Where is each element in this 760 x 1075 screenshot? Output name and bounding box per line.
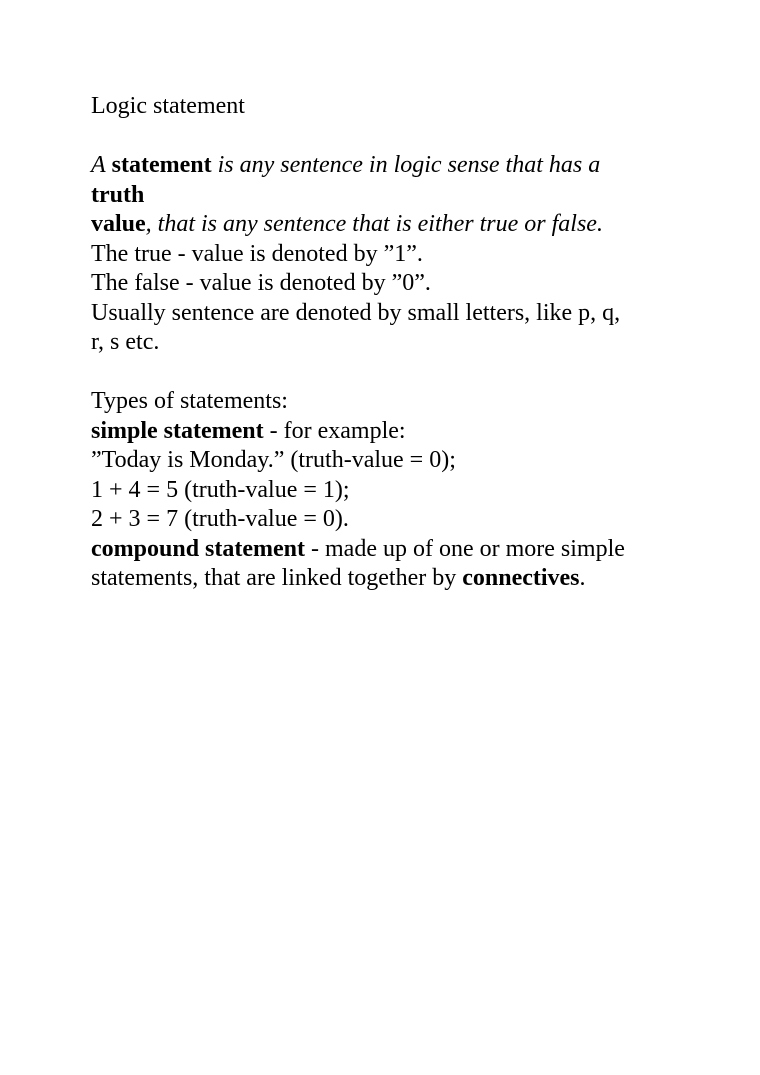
compound-statement-line-2 bbox=[91, 564, 691, 594]
types-heading: Types of statements: bbox=[91, 388, 288, 414]
definition-prefix: A bbox=[91, 152, 106, 178]
compound-line2-suffix: . bbox=[579, 565, 586, 591]
usage-line-2: r, s etc. bbox=[91, 329, 160, 355]
definition-mid: is any sentence in logic sense that has a bbox=[217, 152, 601, 178]
term-truth: truth bbox=[91, 181, 145, 208]
compound-statement-line-1 bbox=[91, 535, 691, 565]
document-page bbox=[91, 92, 691, 594]
simple-statement-line bbox=[91, 417, 691, 447]
term-statement: statement bbox=[111, 152, 212, 178]
term-connectives: connectives bbox=[462, 565, 580, 591]
example-line: 1 + 4 = 5 (truth-value = 1); bbox=[91, 476, 350, 503]
document-title: Logic statement bbox=[91, 93, 245, 119]
simple-statement-desc: - for example: bbox=[263, 417, 406, 444]
definition-suffix: , that is any sentence that is either true or false. bbox=[145, 211, 603, 237]
definition-line-3 bbox=[91, 210, 691, 240]
definition-line-1 bbox=[91, 151, 691, 181]
usage-line-1: Usually sentence are denoted by small letters, like p, q, bbox=[91, 299, 621, 326]
true-value-line: The true - value is denoted by ”1”. bbox=[91, 240, 423, 267]
false-value-line: The false - value is denoted by ”0”. bbox=[91, 270, 431, 296]
compound-statement-desc: - made up of one or more simple bbox=[305, 535, 625, 562]
definition-line-2 bbox=[91, 181, 691, 211]
blank-line bbox=[91, 358, 691, 388]
example-line: ”Today is Monday.” (truth-value = 0); bbox=[91, 447, 456, 473]
example-line: 2 + 3 = 7 (truth-value = 0). bbox=[91, 506, 349, 532]
blank-line bbox=[91, 122, 691, 152]
term-compound-statement: compound statement bbox=[91, 535, 305, 562]
term-simple-statement: simple statement bbox=[91, 417, 264, 444]
compound-line2-prefix: statements, that are linked together by bbox=[91, 565, 463, 591]
term-value: value bbox=[91, 211, 146, 237]
